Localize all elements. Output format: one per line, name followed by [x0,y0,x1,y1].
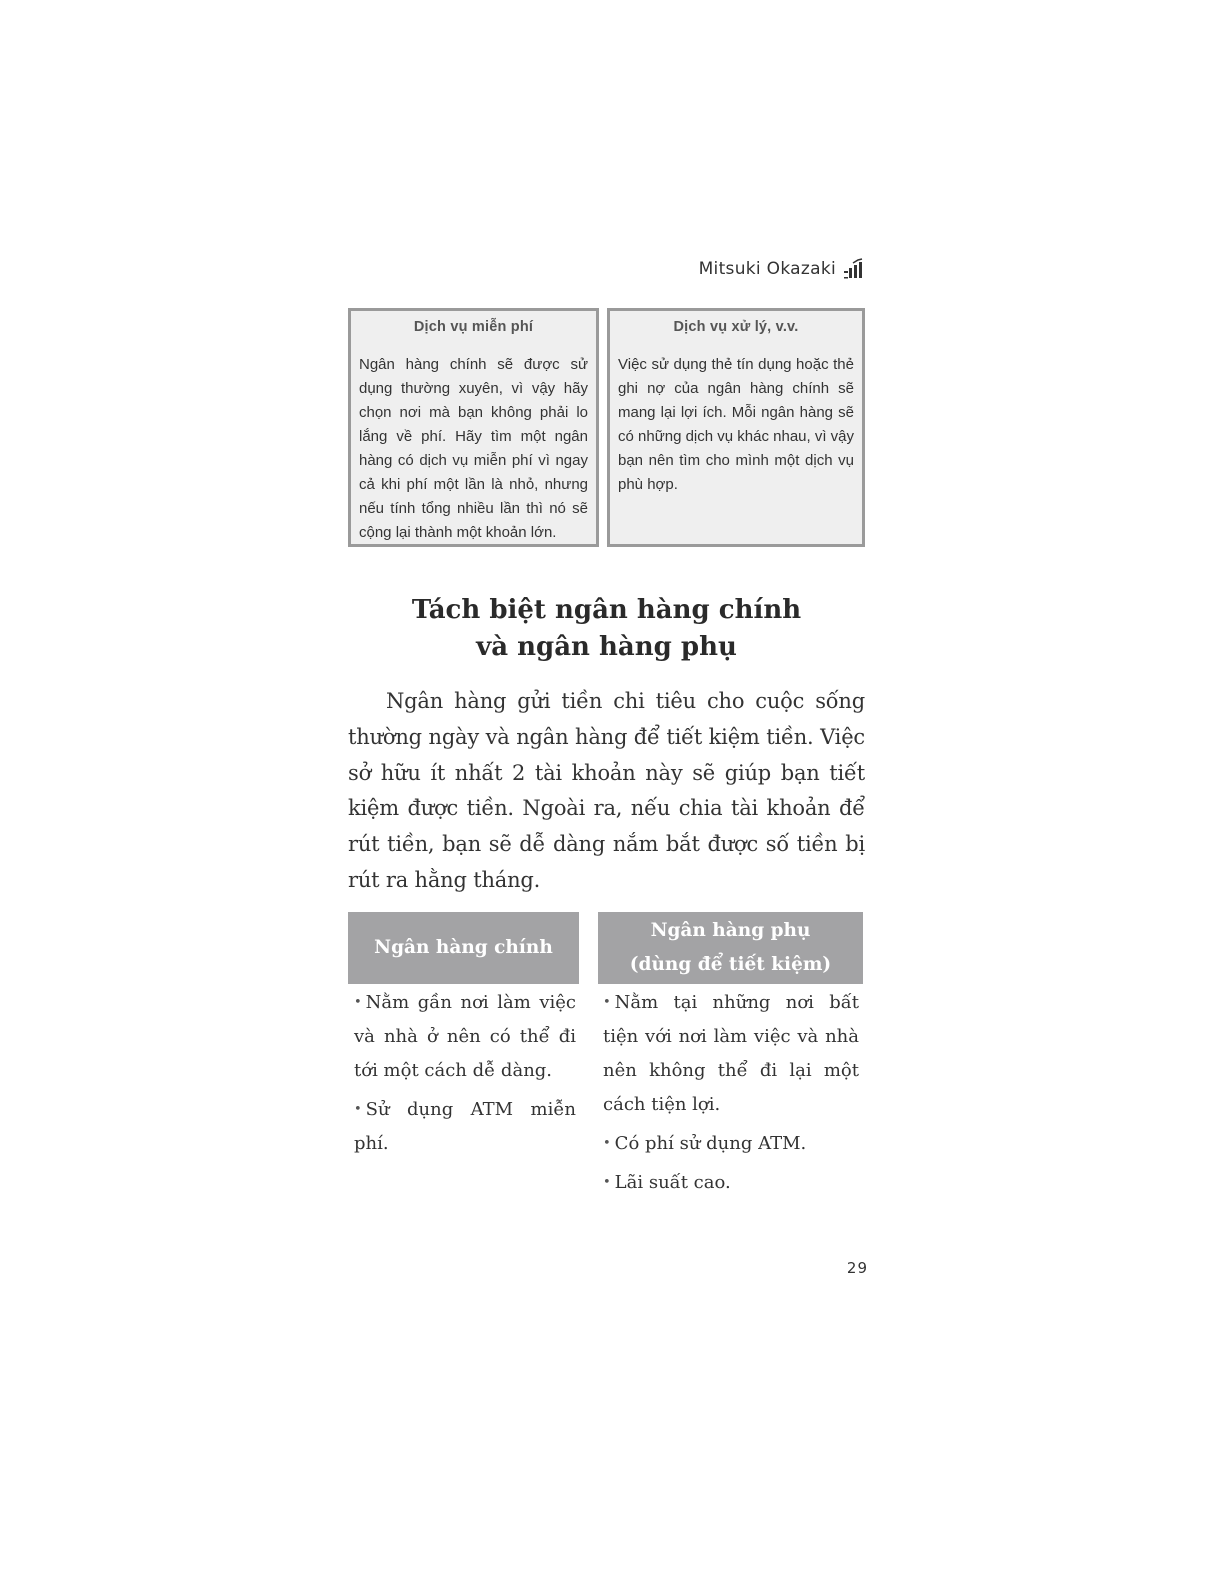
column-heading-main-bank [348,912,579,984]
list-item [354,1093,576,1161]
bar-chart-logo-icon [844,258,866,280]
column-heading-line-2: (dùng để tiết kiệm) [629,954,832,975]
info-box-processing-services [607,308,865,547]
column-heading-secondary-bank [598,912,863,984]
list-item [603,1166,859,1200]
bullet-icon: • [603,1175,611,1190]
list-item-text: Có phí sử dụng ATM. [614,1133,807,1154]
list-item-text: Nằm tại những nơi bất tiện với nơi làm việc và nhà nên không thể đi lại một cách tiện lợi. [603,992,859,1115]
list-item [354,986,576,1088]
running-header [699,258,866,280]
list-item-text: Nằm gần nơi làm việc và nhà ở nên có thể đi tới một cách dễ dàng. [354,992,576,1081]
info-box-text: Việc sử dụng thẻ tín dụng hoặc thẻ ghi nợ của ngân hàng chính sẽ mang lại lợi ích. Mỗi ngân hàng sẽ có những dịch vụ khác nhau, vì vậy bạn nên tìm cho mình một dịch vụ phù hợp. [618,356,855,493]
info-box-title: Dịch vụ miễn phí [413,319,534,335]
secondary-bank-list [603,986,859,1205]
column-heading-text: Ngân hàng chính [374,937,553,958]
bullet-icon: • [354,995,362,1010]
list-item-text: Sử dụng ATM miễn phí. [354,1099,576,1154]
list-item [603,1127,859,1161]
info-box-text: Ngân hàng chính sẽ được sử dụng thường xuyên, vì vậy hãy chọn nơi mà bạn không phải lo lắng về phí. Hãy tìm một ngân hàng có dịch vụ miễn phí vì ngay cả khi phí một lần là nhỏ, nhưng nếu tính tổng nhiều lần thì nó sẽ cộng lại thành một khoản lớn. [359,356,588,541]
author-name: Mitsuki Okazaki [698,259,836,279]
list-item-text: Lãi suất cao. [614,1172,731,1193]
section-title-line-1: Tách biệt ngân hàng chính [411,595,802,625]
main-bank-list [354,986,576,1166]
column-heading-line-1: Ngân hàng phụ [650,920,811,941]
list-item [603,986,859,1122]
section-title [348,592,865,666]
info-box-free-services [348,308,599,547]
bullet-icon: • [354,1102,362,1117]
section-body-paragraph: Ngân hàng gửi tiền chi tiêu cho cuộc sống thường ngày và ngân hàng để tiết kiệm tiền. Việc sở hữu ít nhất 2 tài khoản này sẽ giúp bạn tiết kiệm được tiền. Ngoài ra, nếu chia tài khoản để rút tiền, bạn sẽ dễ dàng nắm bắt được số tiền bị rút ra hằng tháng. [348,689,865,892]
page-number: 29 [846,1259,868,1277]
section-title-line-2: và ngân hàng phụ [476,632,737,662]
bullet-icon: • [603,995,611,1010]
info-box-title: Dịch vụ xử lý, v.v. [673,319,799,335]
bullet-icon: • [603,1136,611,1151]
